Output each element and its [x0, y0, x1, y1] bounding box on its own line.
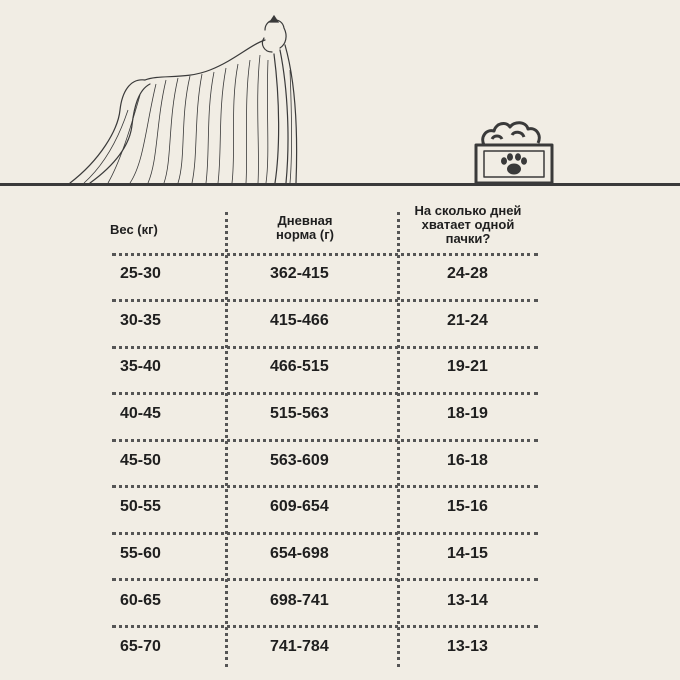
cell-daily-norm: 515-563 — [270, 405, 329, 422]
header-weight: Вес (кг) — [110, 222, 158, 237]
cell-weight: 40-45 — [120, 405, 161, 422]
row-divider — [112, 299, 538, 302]
cell-weight: 55-60 — [120, 545, 161, 562]
feeding-table — [110, 200, 540, 670]
row-divider — [112, 253, 538, 256]
cell-days: 13-13 — [447, 638, 488, 655]
cell-weight: 65-70 — [120, 638, 161, 655]
row-divider — [112, 439, 538, 442]
cell-daily-norm: 741-784 — [270, 638, 329, 655]
cell-daily-norm: 654-698 — [270, 545, 329, 562]
row-divider — [112, 625, 538, 628]
food-bowl-icon — [470, 115, 560, 185]
cell-weight: 60-65 — [120, 592, 161, 609]
header-days-per-pack: На сколько дней хватает одной пачки? — [414, 203, 522, 246]
cell-days: 21-24 — [447, 312, 488, 329]
cell-days: 24-28 — [447, 265, 488, 282]
cell-days: 13-14 — [447, 592, 488, 609]
cell-daily-norm: 563-609 — [270, 452, 329, 469]
cell-days: 19-21 — [447, 358, 488, 375]
row-divider — [112, 532, 538, 535]
header-illustration — [0, 0, 680, 195]
ground-line — [0, 183, 680, 186]
cell-daily-norm: 698-741 — [270, 592, 329, 609]
row-divider — [112, 346, 538, 349]
paw-icon — [501, 153, 527, 174]
row-divider — [112, 392, 538, 395]
cell-daily-norm: 362-415 — [270, 265, 329, 282]
cell-weight: 35-40 — [120, 358, 161, 375]
cell-weight: 45-50 — [120, 452, 161, 469]
row-divider — [112, 485, 538, 488]
cell-days: 14-15 — [447, 545, 488, 562]
cell-days: 16-18 — [447, 452, 488, 469]
cell-days: 18-19 — [447, 405, 488, 422]
cell-weight: 25-30 — [120, 265, 161, 282]
cell-days: 15-16 — [447, 498, 488, 515]
cell-daily-norm: 415-466 — [270, 312, 329, 329]
cell-weight: 50-55 — [120, 498, 161, 515]
cell-daily-norm: 466-515 — [270, 358, 329, 375]
row-divider — [112, 578, 538, 581]
dog-illustration-icon — [60, 0, 380, 186]
cell-daily-norm: 609-654 — [270, 498, 329, 515]
cell-weight: 30-35 — [120, 312, 161, 329]
header-daily-norm: Дневная норма (г) — [276, 213, 334, 242]
